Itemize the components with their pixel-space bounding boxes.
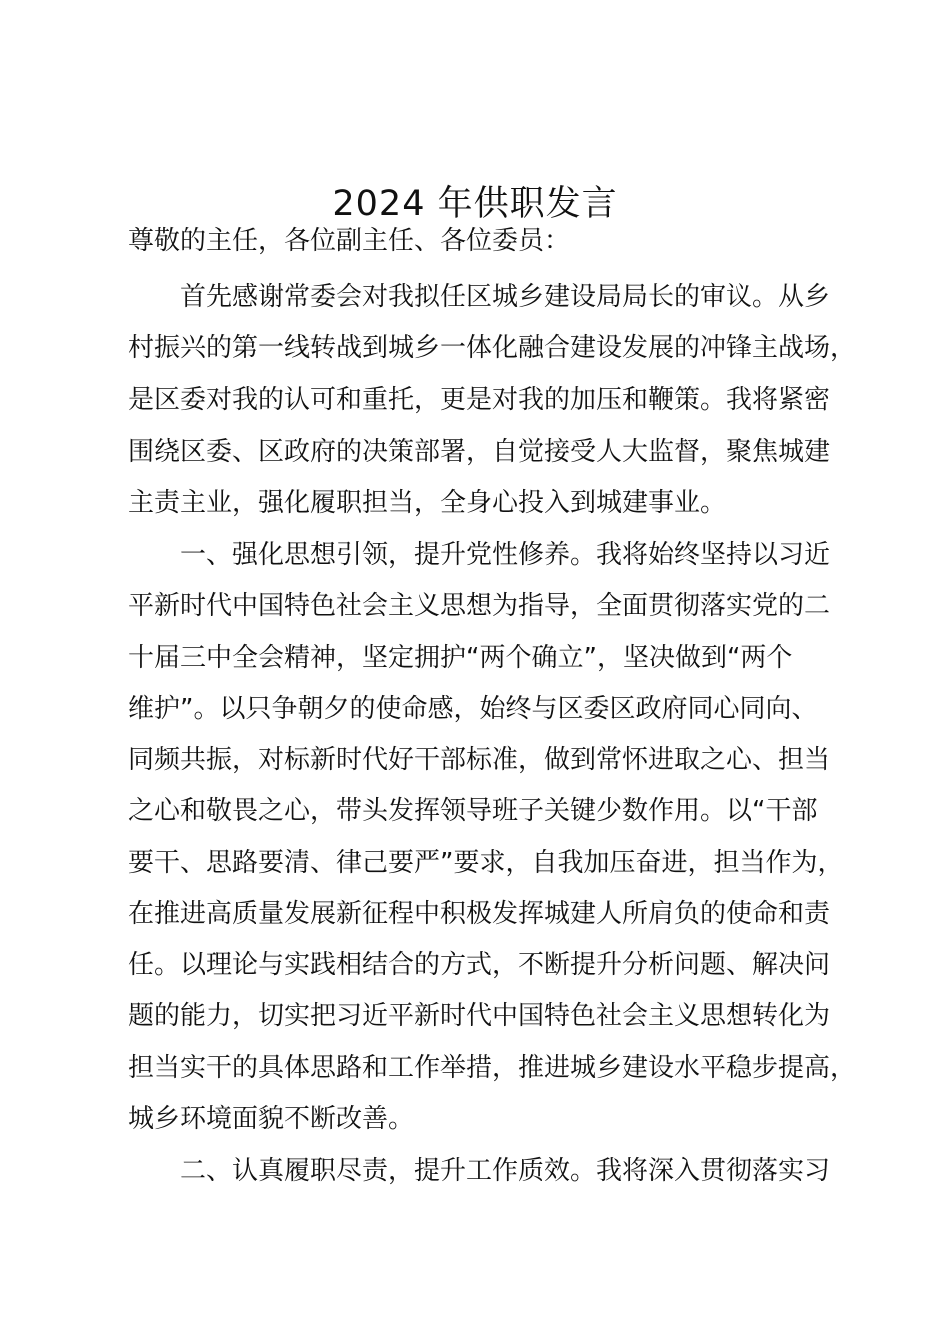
paragraph-line: 城乡环境面貌不断改善。	[128, 1104, 415, 1134]
paragraph-line: 任。以理论与实践相结合的方式，不断提升分析问题、解决问	[128, 950, 831, 980]
section-two-line	[180, 1153, 830, 1189]
paragraph-line: 主责主业，强化履职担当，全身心投入到城建事业。	[128, 488, 727, 518]
paragraph-line: 题的能力，切实把习近平新时代中国特色社会主义思想转化为	[128, 1001, 831, 1031]
section-one-line	[180, 537, 830, 573]
section-text: 我将始终坚持以习近	[596, 540, 831, 570]
salutation: 尊敬的主任，各位副主任、各位委员：	[128, 226, 571, 256]
paragraph-line: 维护”。以只争朝夕的使命感，始终与区委区政府同心同向、	[128, 694, 818, 724]
document-title: 2024 年供职发言	[332, 184, 618, 224]
paragraph-line: 在推进高质量发展新征程中积极发挥城建人所肩负的使命和责	[128, 899, 831, 929]
paragraph-line: 要干、思路要清、律己要严”要求，自我加压奋进，担当作为，	[128, 848, 844, 878]
paragraph-line: 首先感谢常委会对我拟任区城乡建设局局长的审议。从乡	[180, 282, 831, 312]
section-text: 我将深入贯彻落实习	[596, 1156, 831, 1186]
section-heading: 一、强化思想引领，提升党性修养。	[180, 540, 597, 570]
paragraph-line: 十届三中全会精神，坚定拥护“两个确立”，坚决做到“两个	[128, 643, 793, 673]
paragraph-line: 之心和敬畏之心，带头发挥领导班子关键少数作用。以“干部	[128, 796, 818, 826]
paragraph-line: 同频共振，对标新时代好干部标准，做到常怀进取之心、担当	[128, 745, 831, 775]
paragraph-line: 平新时代中国特色社会主义思想为指导，全面贯彻落实党的二	[128, 591, 831, 621]
paragraph-line: 围绕区委、区政府的决策部署，自觉接受人大监督，聚焦城建	[128, 437, 831, 467]
paragraph-line: 是区委对我的认可和重托，更是对我的加压和鞭策。我将紧密	[128, 385, 831, 415]
section-heading: 二、认真履职尽责，提升工作质效。	[180, 1156, 597, 1186]
paragraph-line: 村振兴的第一线转战到城乡一体化融合建设发展的冲锋主战场，	[128, 333, 857, 363]
paragraph-line: 担当实干的具体思路和工作举措，推进城乡建设水平稳步提高，	[128, 1053, 857, 1083]
